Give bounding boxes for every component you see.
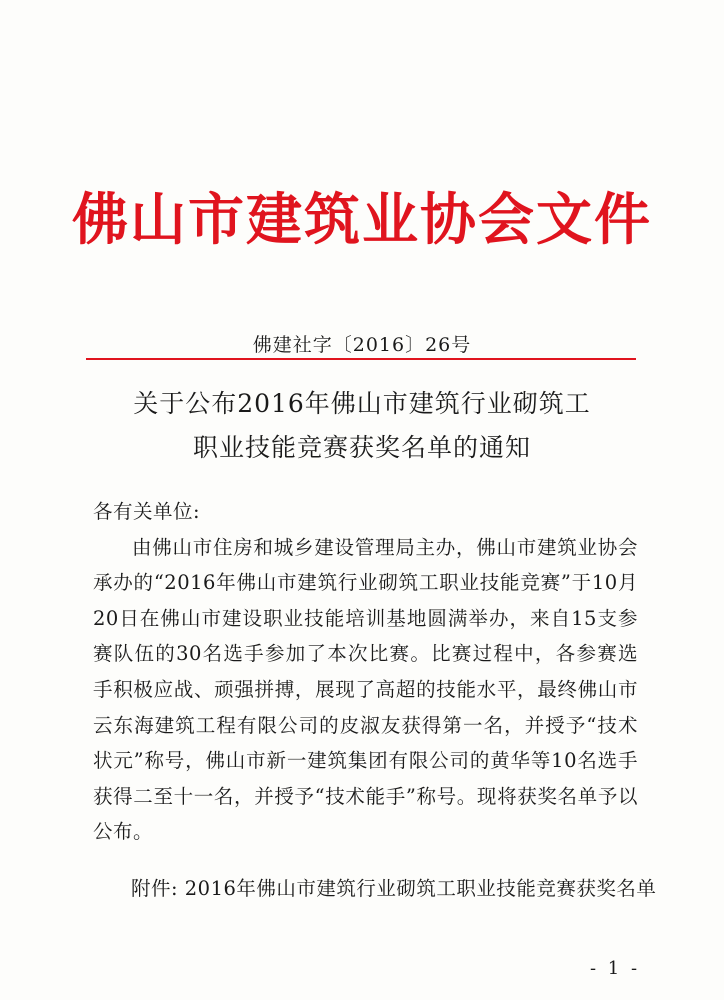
document-number: 佛建社字〔2016〕26号 [252,334,472,356]
attachment-line: 附件: 2016年佛山市建筑行业砌筑工职业技能竞赛获奖名单 [131,877,657,900]
body-paragraph: 由佛山市住房和城乡建设管理局主办，佛山市建筑业协会承办的“2016年佛山市建筑行业砌筑工职业技能竞赛”于10月20日在佛山市建设职业技能培训基地圆满举办，来自15支参赛队伍的30名选手参加了本次比赛。比赛过程中，各参赛选手积极应战、顽强拼搏，展现了高超的技能水平，最终佛山市云东海建筑工程有限公司的皮淑友获得第一名，并授予“技术状元”称号，佛山市新一建筑集团有限公司的黄华等10名选手获得二至十一名，并授予“技术能手”称号。现将获奖名单予以公布。 [93,535,638,844]
salutation: 各有关单位: [93,500,201,523]
title-line-2: 职业技能竞赛获奖名单的通知 [192,433,531,462]
red-divider-line [86,358,636,360]
title-line-1: 关于公布2016年佛山市建筑行业砌筑工 [133,389,591,418]
document-title [0,382,724,470]
document-body [93,494,638,850]
document-masthead: 佛山市建筑业协会文件 [72,187,652,253]
page-number: - 1 - [590,958,641,979]
